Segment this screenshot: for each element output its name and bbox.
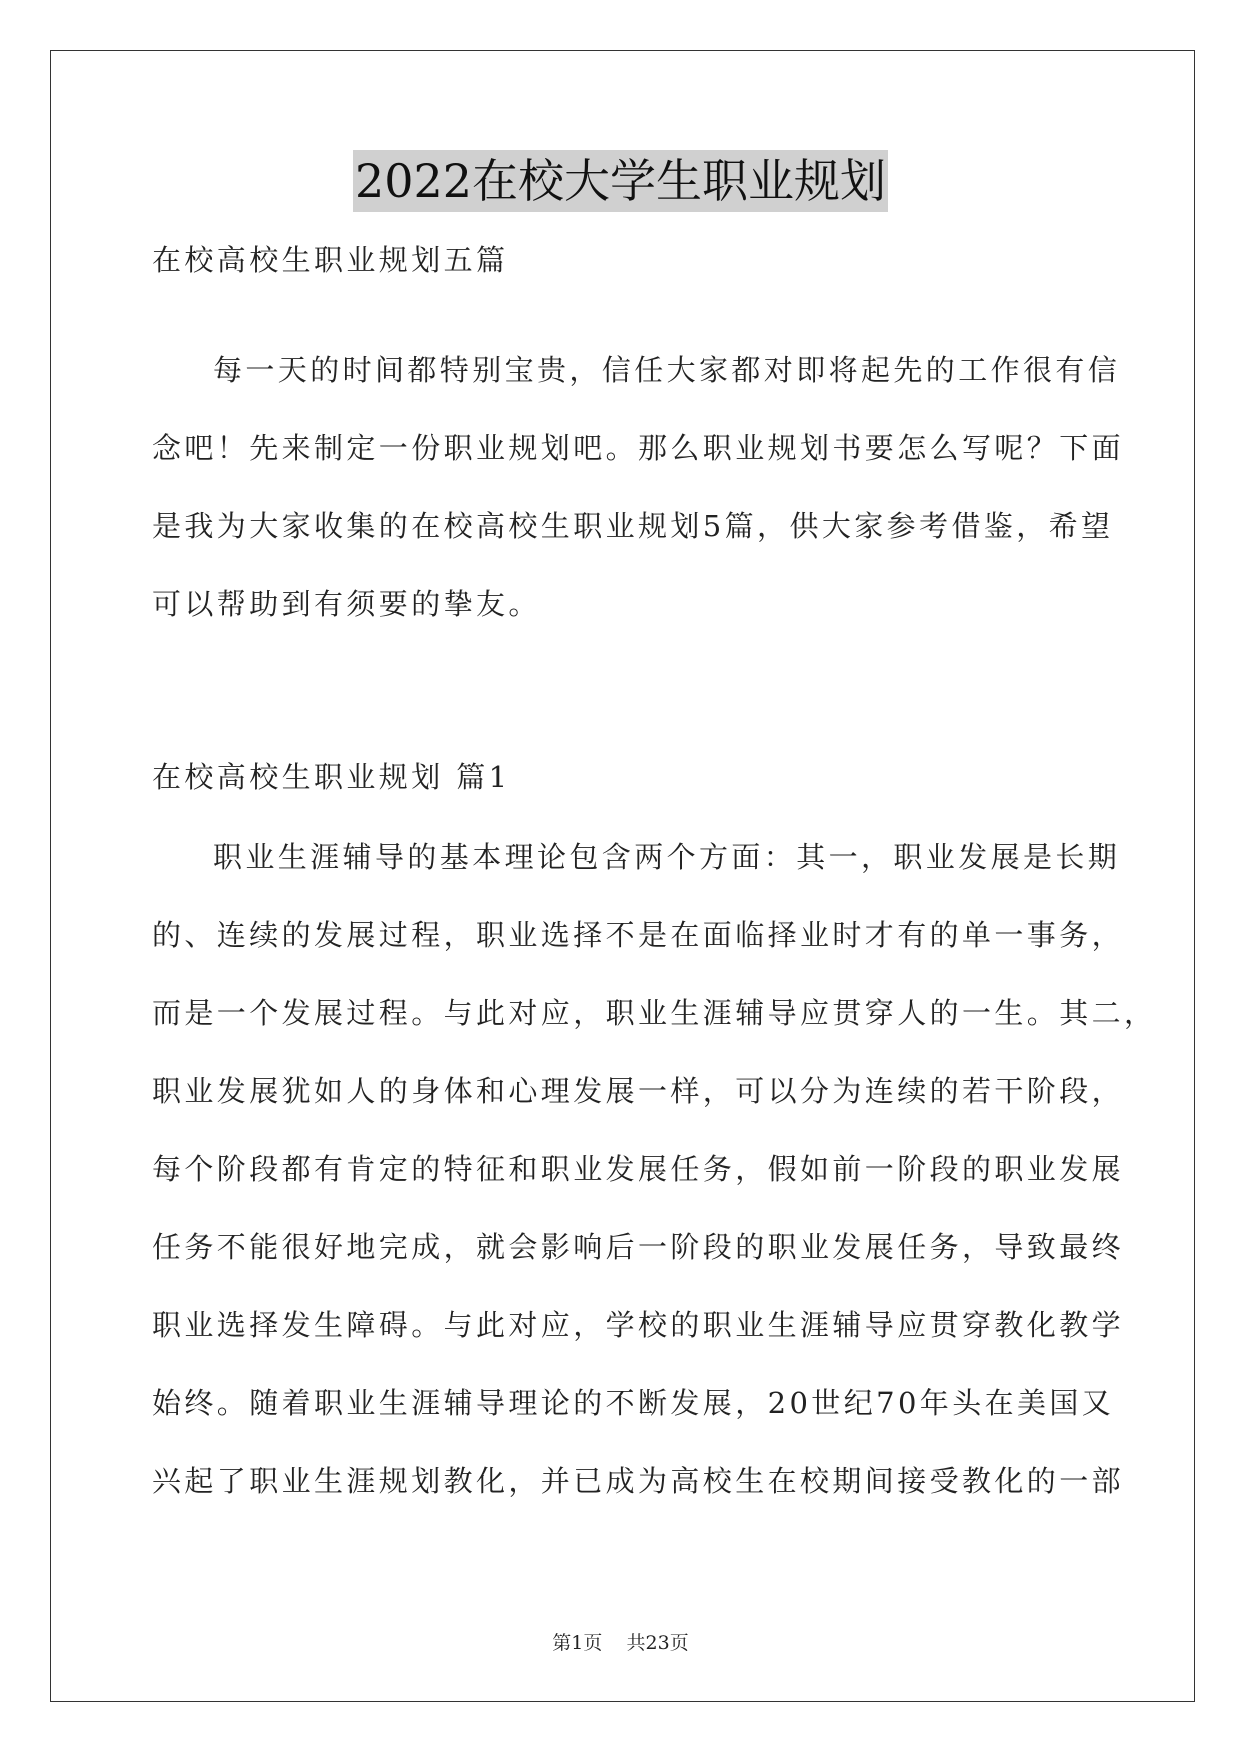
body-line-1: 职业生涯辅导的基本理论包含两个方面：其一，职业发展是长期 <box>213 840 1121 874</box>
intro-line-1: 每一天的时间都特别宝贵，信任大家都对即将起先的工作很有信 <box>213 353 1121 387</box>
document-subtitle: 在校高校生职业规划五篇 <box>152 243 509 277</box>
page-footer: 第1页 共23页 <box>552 1632 689 1654</box>
body-line-3: 而是一个发展过程。与此对应，职业生涯辅导应贯穿人的一生。其二， <box>152 996 1157 1030</box>
title-container <box>0 150 1241 212</box>
section-heading: 在校高校生职业规划 篇1 <box>152 760 511 794</box>
body-line-5: 每个阶段都有肯定的特征和职业发展任务，假如前一阶段的职业发展 <box>152 1152 1125 1186</box>
intro-line-3: 是我为大家收集的在校高校生职业规划5篇，供大家参考借鉴，希望 <box>152 509 1114 543</box>
intro-line-2: 念吧！先来制定一份职业规划吧。那么职业规划书要怎么写呢？下面 <box>152 431 1125 465</box>
body-line-7: 职业选择发生障碍。与此对应，学校的职业生涯辅导应贯穿教化教学 <box>152 1308 1125 1342</box>
body-line-6: 任务不能很好地完成，就会影响后一阶段的职业发展任务，导致最终 <box>152 1230 1125 1264</box>
intro-line-4: 可以帮助到有须要的挚友。 <box>152 587 541 621</box>
body-line-8: 始终。随着职业生涯辅导理论的不断发展，20世纪70年头在美国又 <box>152 1386 1115 1420</box>
body-line-4: 职业发展犹如人的身体和心理发展一样，可以分为连续的若干阶段， <box>152 1074 1125 1108</box>
body-line-9: 兴起了职业生涯规划教化，并已成为高校生在校期间接受教化的一部 <box>152 1464 1125 1498</box>
body-line-2: 的、连续的发展过程，职业选择不是在面临择业时才有的单一事务， <box>152 918 1125 952</box>
document-title: 2022在校大学生职业规划 <box>353 150 888 212</box>
